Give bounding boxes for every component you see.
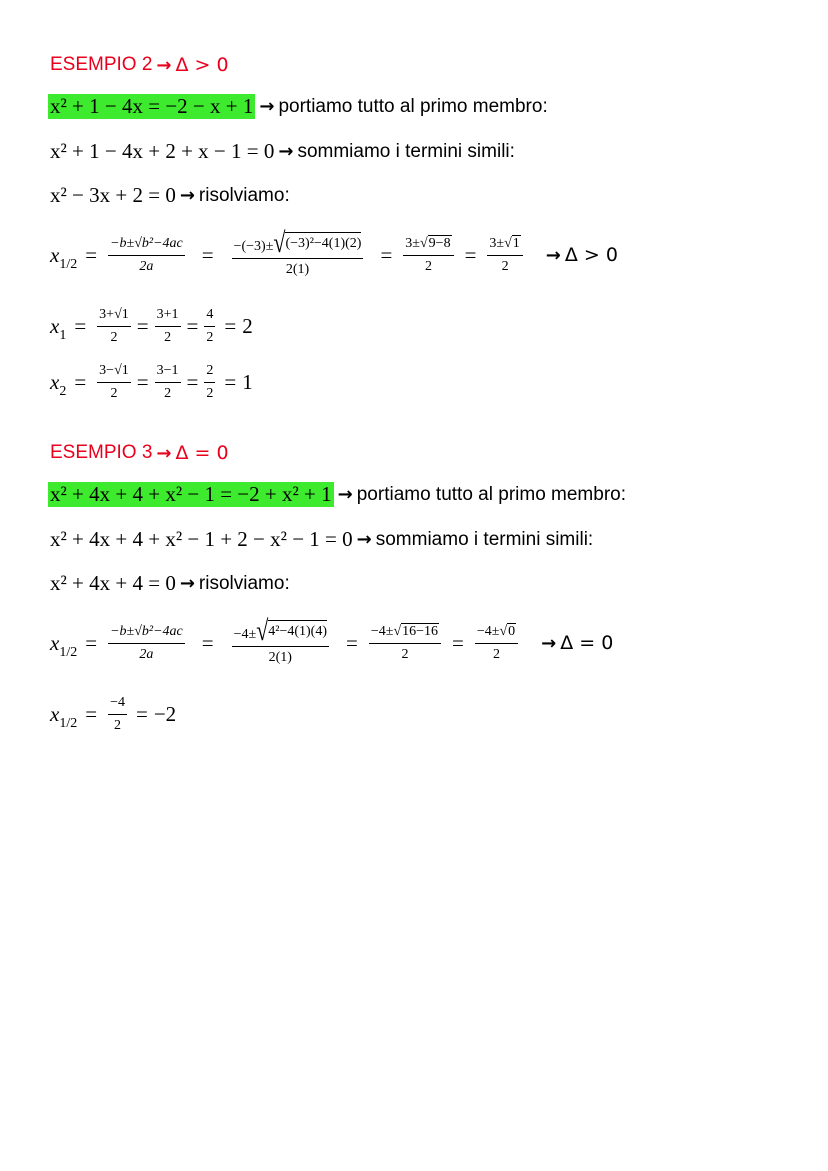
example-2-formula: $x_{1/2}$ = $\frac{\text{−b±√b²−4ac}}{2a}$ = −(−3)± √ (−3)²−4(1)(2) 2(1) = $\frac{3\pm√9-8}{2}$ = $\frac{3\pm√1}{2}$ → Δ > 0	[50, 226, 618, 277]
fraction: $\frac{-4\pm√0}{2}$	[475, 623, 518, 663]
heading-label: ESEMPIO 2	[50, 54, 153, 75]
fraction: $\frac{3\pm√1}{2}$	[487, 235, 522, 275]
example-3-formula: $x_{1/2}$ = $\frac{\text{−b±√b²−4ac}}{2a}$ = −4± √ 4²−4(1)(4) 2(1) = $\frac{-4\pm√16-16}{2}$ = $\frac{-4\pm√0}{2}$ → Δ = 0	[50, 614, 614, 665]
equation: x² + 4x + 4 + x² − 1 + 2 − x² − 1 = 0	[50, 527, 353, 551]
variable: $x_{1/2}$	[50, 242, 78, 272]
fraction: −4± √ 4²−4(1)(4) 2(1)	[233, 614, 328, 665]
result: −2	[153, 701, 177, 726]
example-3-line-2	[50, 527, 593, 552]
arrow-icon: →	[356, 529, 372, 550]
variable: $x_{1/2}$	[50, 701, 78, 731]
arrow-icon: →	[179, 573, 195, 594]
equation: x² − 3x + 2 = 0	[50, 183, 176, 207]
result: 2	[242, 313, 253, 338]
arrow-icon: →	[545, 244, 561, 266]
arrow-icon: →	[179, 185, 195, 206]
fraction: $\frac{\text{−b±√b²−4ac}}{2a}$	[110, 236, 183, 274]
example-2-line-1	[48, 94, 548, 119]
heading-condition: Δ > 0	[175, 54, 229, 76]
fraction: −(−3)± √ (−3)²−4(1)(2) 2(1)	[233, 226, 362, 277]
condition: Δ > 0	[564, 244, 618, 266]
result: 1	[242, 369, 253, 394]
highlighted-equation: x² + 4x + 4 + x² − 1 = −2 + x² + 1	[50, 482, 332, 506]
step-text: portiamo tutto al primo membro:	[278, 95, 548, 117]
arrow-icon: →	[156, 54, 172, 76]
x1-solution: $x_1$ = $\frac{3+√1}{2}$ = $\frac{3+1}{2}$ = $\frac{4}{2}$ = 2	[50, 307, 253, 345]
x12-solution: $x_{1/2}$ = $\frac{-4}{2}$ = −2	[50, 695, 177, 733]
equation: x² + 1 − 4x + 2 + x − 1 = 0	[50, 139, 275, 163]
example-3-heading	[50, 442, 229, 464]
variable: $x_1$	[50, 313, 67, 343]
heading-label: ESEMPIO 3	[50, 442, 153, 463]
heading-condition: Δ = 0	[175, 442, 229, 464]
variable: $x_{1/2}$	[50, 630, 78, 660]
fraction: $\frac{\text{−b±√b²−4ac}}{2a}$	[110, 624, 183, 662]
arrow-icon: →	[541, 632, 557, 654]
step-text: risolviamo:	[198, 184, 290, 206]
example-3-line-3	[50, 571, 290, 596]
condition: Δ = 0	[560, 632, 614, 654]
step-text: portiamo tutto al primo membro:	[356, 483, 626, 505]
variable: $x_2$	[50, 369, 67, 399]
x2-solution: $x_2$ = $\frac{3-√1}{2}$ = $\frac{3-1}{2}$ = $\frac{2}{2}$ = 1	[50, 363, 253, 401]
arrow-icon: →	[156, 442, 172, 464]
fraction: $\frac{-4\pm√16-16}{2}$	[369, 623, 441, 663]
step-text: sommiamo i termini simili:	[297, 140, 515, 162]
highlighted-equation: x² + 1 − 4x = −2 − x + 1	[50, 94, 254, 118]
example-2-heading	[50, 54, 229, 76]
example-2-line-3	[50, 183, 290, 208]
step-text: risolviamo:	[198, 572, 290, 594]
example-2-line-2	[50, 139, 515, 164]
fraction: $\frac{3\pm√9-8}{2}$	[403, 235, 453, 275]
arrow-icon: →	[278, 141, 294, 162]
arrow-icon: →	[337, 484, 353, 505]
equation: x² + 4x + 4 = 0	[50, 571, 176, 595]
step-text: sommiamo i termini simili:	[375, 528, 594, 550]
arrow-icon: →	[259, 96, 275, 117]
example-3-line-1	[48, 482, 626, 507]
